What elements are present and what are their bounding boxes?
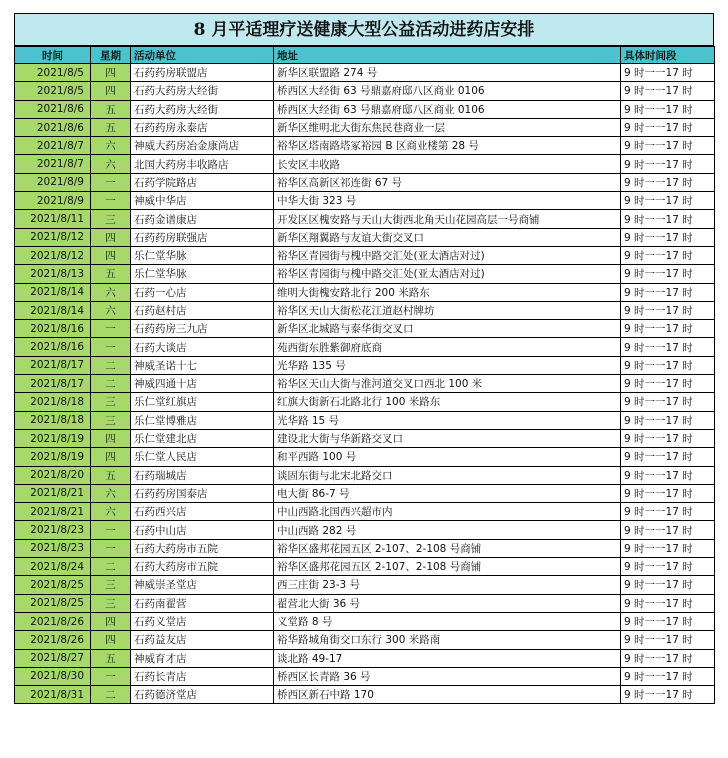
- header-address: 地址: [274, 47, 621, 64]
- cell-time: 9 时一一17 时: [621, 466, 715, 484]
- cell-weekday: 二: [91, 558, 131, 576]
- cell-time: 9 时一一17 时: [621, 667, 715, 685]
- cell-unit: 石药瑞城店: [131, 466, 274, 484]
- cell-date: 2021/8/13: [15, 265, 91, 283]
- cell-address: 新华区联盟路 274 号: [274, 64, 621, 82]
- table-row: [15, 521, 715, 539]
- cell-unit: 石药大药房大经街: [131, 82, 274, 100]
- cell-weekday: 六: [91, 137, 131, 155]
- cell-time: 9 时一一17 时: [621, 192, 715, 210]
- cell-weekday: 三: [91, 411, 131, 429]
- cell-unit: 石药义堂店: [131, 612, 274, 630]
- cell-time: 9 时一一17 时: [621, 411, 715, 429]
- cell-weekday: 一: [91, 539, 131, 557]
- cell-time: 9 时一一17 时: [621, 393, 715, 411]
- cell-time: 9 时一一17 时: [621, 100, 715, 118]
- cell-date: 2021/8/20: [15, 466, 91, 484]
- cell-address: 义堂路 8 号: [274, 612, 621, 630]
- cell-time: 9 时一一17 时: [621, 338, 715, 356]
- table-row: [15, 667, 715, 685]
- cell-time: 9 时一一17 时: [621, 246, 715, 264]
- cell-weekday: 五: [91, 466, 131, 484]
- cell-address: 裕华区盛邦花园五区 2-107、2-108 号商铺: [274, 558, 621, 576]
- cell-time: 9 时一一17 时: [621, 283, 715, 301]
- cell-address: 中山西路北国西兴超市内: [274, 503, 621, 521]
- cell-unit: 石药药房联盟店: [131, 64, 274, 82]
- cell-weekday: 二: [91, 375, 131, 393]
- table-row: [15, 594, 715, 612]
- cell-weekday: 三: [91, 393, 131, 411]
- table-row: [15, 137, 715, 155]
- cell-unit: 石药学院路店: [131, 173, 274, 191]
- cell-weekday: 四: [91, 612, 131, 630]
- table-row: [15, 612, 715, 630]
- cell-address: 桥西区长青路 36 号: [274, 667, 621, 685]
- table-row: [15, 356, 715, 374]
- cell-unit: 神威圣诺十七: [131, 356, 274, 374]
- table-row: [15, 155, 715, 173]
- cell-date: 2021/8/17: [15, 375, 91, 393]
- table-row: [15, 393, 715, 411]
- cell-time: 9 时一一17 时: [621, 118, 715, 136]
- cell-weekday: 六: [91, 155, 131, 173]
- cell-weekday: 四: [91, 82, 131, 100]
- table-row: [15, 411, 715, 429]
- cell-weekday: 一: [91, 521, 131, 539]
- cell-unit: 乐仁堂博雅店: [131, 411, 274, 429]
- cell-address: 电大街 86-7 号: [274, 484, 621, 502]
- cell-time: 9 时一一17 时: [621, 320, 715, 338]
- cell-address: 西三庄街 23-3 号: [274, 576, 621, 594]
- table-row: [15, 100, 715, 118]
- cell-date: 2021/8/23: [15, 539, 91, 557]
- table-row: [15, 82, 715, 100]
- cell-date: 2021/8/7: [15, 155, 91, 173]
- cell-address: 裕华区塔南路塔冢裕园 B 区商业楼第 28 号: [274, 137, 621, 155]
- cell-time: 9 时一一17 时: [621, 448, 715, 466]
- cell-time: 9 时一一17 时: [621, 539, 715, 557]
- cell-time: 9 时一一17 时: [621, 228, 715, 246]
- cell-date: 2021/8/24: [15, 558, 91, 576]
- cell-time: 9 时一一17 时: [621, 375, 715, 393]
- cell-date: 2021/8/7: [15, 137, 91, 155]
- cell-address: 维明大街槐安路北行 200 米路东: [274, 283, 621, 301]
- cell-unit: 乐仁堂建北店: [131, 429, 274, 447]
- cell-weekday: 二: [91, 686, 131, 704]
- cell-unit: 石药益友店: [131, 631, 274, 649]
- cell-unit: 神威四通十店: [131, 375, 274, 393]
- cell-unit: 石药中山店: [131, 521, 274, 539]
- cell-address: 谈固东街与北宋北路交口: [274, 466, 621, 484]
- cell-date: 2021/8/9: [15, 173, 91, 191]
- sheet-title: 8 月平适理疗送健康大型公益活动进药店安排: [14, 13, 714, 46]
- table-row: [15, 631, 715, 649]
- cell-unit: 神威中华店: [131, 192, 274, 210]
- cell-time: 9 时一一17 时: [621, 356, 715, 374]
- cell-date: 2021/8/18: [15, 393, 91, 411]
- cell-address: 新华区维明北大街东焦民巷商业一层: [274, 118, 621, 136]
- cell-weekday: 六: [91, 301, 131, 319]
- table-row: [15, 173, 715, 191]
- cell-unit: 神威崇圣堂店: [131, 576, 274, 594]
- cell-unit: 石药药房三九店: [131, 320, 274, 338]
- table-body: [15, 64, 715, 704]
- cell-unit: 石药药房永泰店: [131, 118, 274, 136]
- cell-date: 2021/8/27: [15, 649, 91, 667]
- cell-time: 9 时一一17 时: [621, 521, 715, 539]
- cell-address: 桥西区大经街 63 号鼎嘉府邸八区商业 0106: [274, 82, 621, 100]
- cell-unit: 石药德济堂店: [131, 686, 274, 704]
- cell-address: 和平西路 100 号: [274, 448, 621, 466]
- cell-date: 2021/8/25: [15, 576, 91, 594]
- cell-address: 光华路 15 号: [274, 411, 621, 429]
- cell-time: 9 时一一17 时: [621, 265, 715, 283]
- cell-weekday: 四: [91, 64, 131, 82]
- cell-unit: 石药西兴店: [131, 503, 274, 521]
- cell-weekday: 一: [91, 320, 131, 338]
- header-time: 具体时间段: [621, 47, 715, 64]
- cell-time: 9 时一一17 时: [621, 649, 715, 667]
- cell-date: 2021/8/26: [15, 612, 91, 630]
- cell-time: 9 时一一17 时: [621, 210, 715, 228]
- cell-time: 9 时一一17 时: [621, 64, 715, 82]
- cell-weekday: 三: [91, 576, 131, 594]
- cell-time: 9 时一一17 时: [621, 173, 715, 191]
- header-row: [15, 47, 715, 64]
- cell-time: 9 时一一17 时: [621, 594, 715, 612]
- cell-time: 9 时一一17 时: [621, 686, 715, 704]
- cell-date: 2021/8/16: [15, 338, 91, 356]
- table-row: [15, 301, 715, 319]
- cell-time: 9 时一一17 时: [621, 484, 715, 502]
- table-row: [15, 558, 715, 576]
- cell-date: 2021/8/19: [15, 429, 91, 447]
- cell-address: 建设北大街与华新路交叉口: [274, 429, 621, 447]
- cell-time: 9 时一一17 时: [621, 576, 715, 594]
- cell-address: 翟营北大街 36 号: [274, 594, 621, 612]
- cell-date: 2021/8/11: [15, 210, 91, 228]
- table-row: [15, 210, 715, 228]
- table-row: [15, 448, 715, 466]
- table-row: [15, 64, 715, 82]
- cell-unit: 石药大药房大经街: [131, 100, 274, 118]
- cell-unit: 神威育才店: [131, 649, 274, 667]
- cell-time: 9 时一一17 时: [621, 631, 715, 649]
- cell-weekday: 一: [91, 338, 131, 356]
- table-row: [15, 246, 715, 264]
- cell-date: 2021/8/5: [15, 82, 91, 100]
- cell-date: 2021/8/18: [15, 411, 91, 429]
- cell-address: 裕华路城角街交口东行 300 米路南: [274, 631, 621, 649]
- cell-address: 红旗大街新石北路北行 100 米路东: [274, 393, 621, 411]
- cell-weekday: 五: [91, 118, 131, 136]
- cell-weekday: 四: [91, 228, 131, 246]
- cell-address: 新华区翔翼路与友谊大街交叉口: [274, 228, 621, 246]
- cell-address: 裕华区青园街与槐中路交汇处(亚太酒店对过): [274, 265, 621, 283]
- cell-date: 2021/8/25: [15, 594, 91, 612]
- cell-weekday: 一: [91, 192, 131, 210]
- cell-date: 2021/8/12: [15, 228, 91, 246]
- cell-weekday: 三: [91, 594, 131, 612]
- cell-time: 9 时一一17 时: [621, 137, 715, 155]
- cell-weekday: 五: [91, 100, 131, 118]
- table-row: [15, 686, 715, 704]
- cell-unit: 石药大药房市五院: [131, 558, 274, 576]
- cell-time: 9 时一一17 时: [621, 155, 715, 173]
- cell-address: 裕华区青园街与槐中路交汇处(亚太酒店对过): [274, 246, 621, 264]
- cell-date: 2021/8/5: [15, 64, 91, 82]
- cell-address: 中华大街 323 号: [274, 192, 621, 210]
- cell-date: 2021/8/6: [15, 118, 91, 136]
- table-row: [15, 429, 715, 447]
- cell-date: 2021/8/30: [15, 667, 91, 685]
- cell-address: 裕华区高新区祁连街 67 号: [274, 173, 621, 191]
- schedule-sheet: [14, 13, 714, 704]
- table-row: [15, 265, 715, 283]
- cell-date: 2021/8/26: [15, 631, 91, 649]
- table-row: [15, 228, 715, 246]
- cell-unit: 乐仁堂红旗店: [131, 393, 274, 411]
- cell-time: 9 时一一17 时: [621, 612, 715, 630]
- cell-date: 2021/8/16: [15, 320, 91, 338]
- table-row: [15, 484, 715, 502]
- cell-weekday: 六: [91, 503, 131, 521]
- cell-address: 谈北路 49-17: [274, 649, 621, 667]
- cell-time: 9 时一一17 时: [621, 301, 715, 319]
- table-row: [15, 576, 715, 594]
- cell-unit: 石药金谱康店: [131, 210, 274, 228]
- cell-weekday: 四: [91, 448, 131, 466]
- cell-address: 桥西区大经街 63 号鼎嘉府邸八区商业 0106: [274, 100, 621, 118]
- cell-date: 2021/8/14: [15, 283, 91, 301]
- cell-weekday: 五: [91, 649, 131, 667]
- cell-unit: 乐仁堂华脉: [131, 265, 274, 283]
- cell-address: 新华区北城路与泰华街交叉口: [274, 320, 621, 338]
- cell-address: 光华路 135 号: [274, 356, 621, 374]
- table-row: [15, 118, 715, 136]
- table-row: [15, 375, 715, 393]
- cell-date: 2021/8/9: [15, 192, 91, 210]
- schedule-table: [14, 46, 715, 704]
- header-unit: 活动单位: [131, 47, 274, 64]
- cell-unit: 石药赵村店: [131, 301, 274, 319]
- table-row: [15, 338, 715, 356]
- cell-date: 2021/8/12: [15, 246, 91, 264]
- cell-weekday: 六: [91, 484, 131, 502]
- cell-address: 裕华区天山大街松花江道赵村牌坊: [274, 301, 621, 319]
- cell-date: 2021/8/23: [15, 521, 91, 539]
- cell-unit: 石药药房联强店: [131, 228, 274, 246]
- cell-date: 2021/8/21: [15, 484, 91, 502]
- header-weekday: 星期: [91, 47, 131, 64]
- cell-unit: 石药一心店: [131, 283, 274, 301]
- cell-date: 2021/8/21: [15, 503, 91, 521]
- cell-unit: 石药大谈店: [131, 338, 274, 356]
- cell-unit: 乐仁堂华脉: [131, 246, 274, 264]
- cell-date: 2021/8/6: [15, 100, 91, 118]
- cell-date: 2021/8/17: [15, 356, 91, 374]
- cell-weekday: 四: [91, 429, 131, 447]
- table-row: [15, 539, 715, 557]
- cell-weekday: 一: [91, 667, 131, 685]
- cell-weekday: 四: [91, 246, 131, 264]
- cell-unit: 石药南翟营: [131, 594, 274, 612]
- cell-date: 2021/8/31: [15, 686, 91, 704]
- cell-weekday: 六: [91, 283, 131, 301]
- table-row: [15, 649, 715, 667]
- cell-date: 2021/8/14: [15, 301, 91, 319]
- cell-time: 9 时一一17 时: [621, 82, 715, 100]
- table-row: [15, 503, 715, 521]
- cell-date: 2021/8/19: [15, 448, 91, 466]
- table-row: [15, 192, 715, 210]
- cell-address: 桥西区新石中路 170: [274, 686, 621, 704]
- cell-address: 裕华区天山大街与淮河道交叉口西北 100 米: [274, 375, 621, 393]
- cell-weekday: 三: [91, 210, 131, 228]
- cell-address: 开发区区槐安路与天山大街西北角天山花园高层一号商铺: [274, 210, 621, 228]
- cell-unit: 神威大药房冶金康尚店: [131, 137, 274, 155]
- cell-weekday: 二: [91, 356, 131, 374]
- cell-address: 长安区丰收路: [274, 155, 621, 173]
- cell-unit: 北国大药房丰收路店: [131, 155, 274, 173]
- table-row: [15, 320, 715, 338]
- cell-address: 苑西街东胜紫御府底商: [274, 338, 621, 356]
- cell-address: 裕华区盛邦花园五区 2-107、2-108 号商铺: [274, 539, 621, 557]
- cell-time: 9 时一一17 时: [621, 429, 715, 447]
- cell-weekday: 四: [91, 631, 131, 649]
- cell-unit: 石药药房国泰店: [131, 484, 274, 502]
- table-row: [15, 283, 715, 301]
- cell-unit: 石药长青店: [131, 667, 274, 685]
- cell-unit: 石药大药房市五院: [131, 539, 274, 557]
- cell-weekday: 五: [91, 265, 131, 283]
- table-row: [15, 466, 715, 484]
- cell-time: 9 时一一17 时: [621, 503, 715, 521]
- cell-unit: 乐仁堂人民店: [131, 448, 274, 466]
- cell-weekday: 一: [91, 173, 131, 191]
- cell-address: 中山西路 282 号: [274, 521, 621, 539]
- cell-time: 9 时一一17 时: [621, 558, 715, 576]
- header-date: 时间: [15, 47, 91, 64]
